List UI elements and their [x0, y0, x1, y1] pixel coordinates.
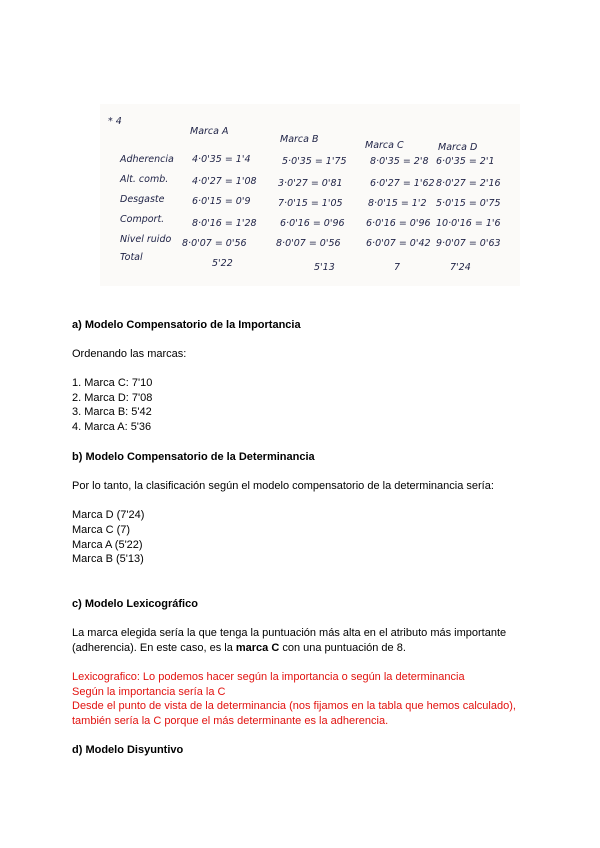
hw-cell-3-3: 10·0'16 = 1'6	[436, 218, 501, 229]
section-c-note: Según la importancia sería la C	[72, 686, 226, 698]
section-b-list-item: Marca B (5'13)	[72, 553, 144, 565]
hw-header-c: Marca C	[365, 140, 404, 151]
hw-cell-4-1: 8·0'07 = 0'56	[276, 238, 341, 249]
section-c-note: Desde el punto de vista de la determinancia (nos fijamos en la tabla que hemos calculado),	[72, 700, 516, 712]
section-a-title: a) Modelo Compensatorio de la Importancia	[72, 319, 301, 331]
section-c-line2-bold: marca C	[235, 642, 280, 654]
section-b-title: b) Modelo Compensatorio de la Determinancia	[72, 451, 315, 463]
section-d-title: d) Modelo Disyuntivo	[72, 744, 184, 756]
hw-total-a: 5'22	[212, 258, 233, 269]
section-c-line2-post: con una puntuación de 8.	[279, 642, 406, 654]
section-c-note: también sería la C porque el más determinante es la adherencia.	[72, 715, 389, 727]
hw-header-b: Marca B	[280, 134, 319, 145]
section-a-list-item: 2. Marca D: 7'08	[72, 392, 153, 404]
section-a-list-item: 1. Marca C: 7'10	[72, 377, 153, 389]
section-c-line2-pre: (adherencia). En este caso, es la	[72, 642, 236, 654]
section-c-title: c) Modelo Lexicográfico	[72, 598, 198, 610]
hw-cell-0-2: 8·0'35 = 2'8	[370, 156, 429, 167]
hw-cell-2-0: 6·0'15 = 0'9	[192, 196, 251, 207]
section-c-note: Lexicografico: Lo podemos hacer según la importancia o según la determinancia	[72, 671, 465, 683]
hw-cell-2-3: 5·0'15 = 0'75	[436, 198, 501, 209]
hw-cell-3-2: 6·0'16 = 0'96	[366, 218, 431, 229]
hw-mark: * 4	[108, 116, 122, 127]
hw-row-label-0: Adherencia	[120, 154, 174, 165]
section-b-list-item: Marca C (7)	[72, 524, 131, 536]
section-b-list-item: Marca D (7'24)	[72, 509, 145, 521]
hw-cell-1-1: 3·0'27 = 0'81	[278, 178, 343, 189]
section-a-list-item: 3. Marca B: 5'42	[72, 406, 152, 418]
hw-cell-1-2: 6·0'27 = 1'62	[370, 178, 435, 189]
hw-cell-1-0: 4·0'27 = 1'08	[192, 176, 257, 187]
hw-row-label-2: Desgaste	[120, 194, 165, 205]
handwritten-table-svg	[100, 104, 520, 286]
hw-cell-3-0: 8·0'16 = 1'28	[192, 218, 257, 229]
section-a-list-item: 4. Marca A: 5'36	[72, 421, 152, 433]
hw-cell-3-1: 6·0'16 = 0'96	[280, 218, 345, 229]
hw-cell-2-2: 8·0'15 = 1'2	[368, 198, 427, 209]
section-c-line1: La marca elegida sería la que tenga la puntuación más alta en el atributo más importante	[72, 627, 507, 639]
hw-cell-0-0: 4·0'35 = 1'4	[192, 154, 251, 165]
section-c-line2	[72, 642, 406, 654]
hw-row-label-4: Nivel ruido	[120, 234, 172, 245]
hw-header-d: Marca D	[438, 142, 478, 153]
hw-total-b: 5'13	[314, 262, 335, 273]
section-b-list-item: Marca A (5'22)	[72, 539, 143, 551]
hw-cell-2-1: 7·0'15 = 1'05	[278, 198, 343, 209]
hw-cell-1-3: 8·0'27 = 2'16	[436, 178, 501, 189]
section-a-intro: Ordenando las marcas:	[72, 348, 187, 360]
hw-total-d: 7'24	[450, 262, 471, 273]
hw-header-a: Marca A	[190, 126, 229, 137]
hw-total-c: 7	[394, 262, 401, 273]
hw-cell-0-3: 6·0'35 = 2'1	[436, 156, 495, 167]
hw-cell-4-0: 8·0'07 = 0'56	[182, 238, 247, 249]
hw-cell-4-2: 6·0'07 = 0'42	[366, 238, 431, 249]
hw-row-label-5: Total	[120, 252, 143, 263]
hw-cell-4-3: 9·0'07 = 0'63	[436, 238, 501, 249]
hw-cell-0-1: 5·0'35 = 1'75	[282, 156, 347, 167]
hw-row-label-3: Comport.	[120, 214, 165, 225]
section-b-intro: Por lo tanto, la clasificación según el modelo compensatorio de la determinancia sería:	[72, 480, 494, 492]
hw-row-label-1: Alt. comb.	[120, 174, 169, 185]
handwritten-table-image	[100, 104, 520, 286]
